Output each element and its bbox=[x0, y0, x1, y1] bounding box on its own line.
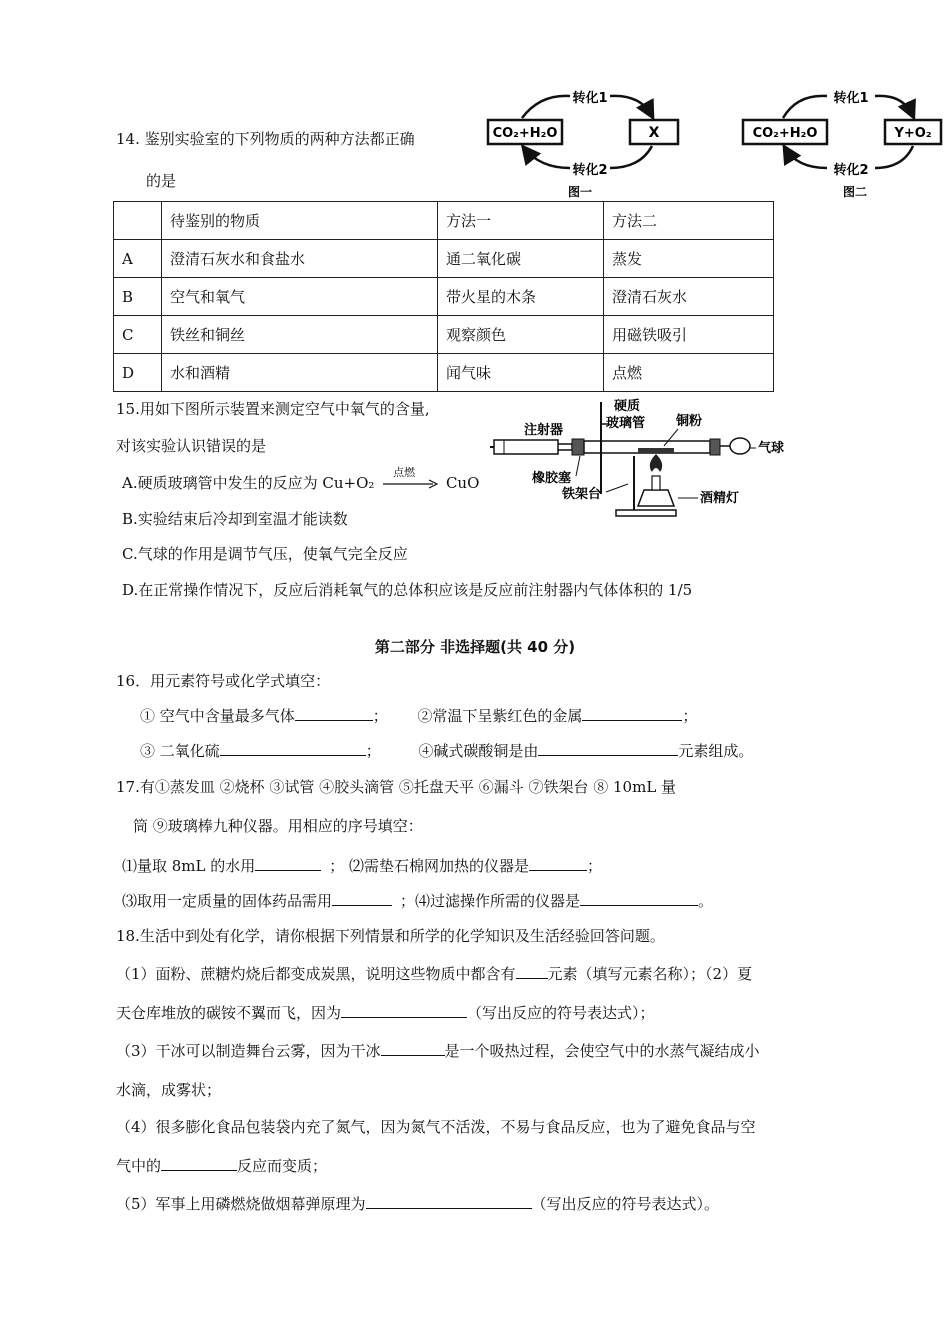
q18-blank4[interactable] bbox=[161, 1156, 237, 1171]
q17-line3 bbox=[122, 855, 602, 876]
diagram2-caption: 图二 bbox=[842, 185, 868, 199]
table-row bbox=[114, 278, 774, 316]
q15-option-d: D.在正常操作情况下，反应后消耗氧气的总体积应该是反应前注射器内气体体积的 1/5 bbox=[122, 581, 693, 599]
table-cell: 用磁铁吸引 bbox=[604, 316, 774, 354]
q18-line1 bbox=[116, 963, 752, 984]
q18-blank3[interactable] bbox=[381, 1041, 445, 1056]
q15-stem-line2: 对该实验认识错误的是 bbox=[116, 437, 267, 455]
table-header-row bbox=[114, 202, 774, 240]
diagram2-arc-top-right bbox=[875, 96, 913, 116]
label-glass-tube: 玻璃管 bbox=[606, 416, 646, 431]
table-header-cell bbox=[114, 202, 162, 240]
q18-line3 bbox=[116, 1040, 760, 1061]
q18-line5: （4）很多膨化食品包装袋内充了氮气，因为氮气不活泼，不易与食品反应，也为了避免食品与空 bbox=[116, 1118, 756, 1136]
q16-blank2[interactable] bbox=[582, 706, 682, 721]
q15-option-b: B.实验结束后冷却到室温才能读数 bbox=[122, 510, 348, 528]
q16-blank3[interactable] bbox=[220, 741, 366, 756]
stand-base bbox=[616, 510, 676, 516]
q18-s1a: （1）面粉、蔗糖灼烧后都变成炭黑，说明这些物质中都含有 bbox=[116, 965, 516, 983]
q15-option-c: C.气球的作用是调节气压，使氧气完全反应 bbox=[122, 545, 408, 563]
label-syringe: 注射器 bbox=[524, 423, 564, 438]
q18-s5b: （写出反应的符号表达式）。 bbox=[531, 1195, 720, 1213]
q16-blank4[interactable] bbox=[538, 741, 678, 756]
table-cell: 蒸发 bbox=[604, 240, 774, 278]
separator: ； bbox=[372, 707, 388, 725]
q18-s3b: 是一个吸热过程，会使空气中的水蒸气凝结成小 bbox=[444, 1042, 760, 1060]
copper-powder bbox=[638, 448, 674, 453]
q17-part4: ；⑷过滤操作所需的仪器是 bbox=[400, 892, 581, 910]
q15-option-a-text: A.硬质玻璃管中发生的反应为 Cu+O₂ bbox=[122, 474, 375, 492]
table-cell: 闻气味 bbox=[438, 354, 604, 392]
q18-line2 bbox=[116, 1002, 655, 1023]
q17-blank1[interactable] bbox=[255, 856, 321, 871]
q18-s4c: 反应而变质； bbox=[237, 1157, 328, 1175]
table-cell: 空气和氧气 bbox=[162, 278, 438, 316]
q18-blank1[interactable] bbox=[516, 964, 548, 979]
q18-line6 bbox=[116, 1155, 327, 1176]
table-cell: 带火星的木条 bbox=[438, 278, 604, 316]
q15-stem-line1: 15.用如下图所示装置来测定空气中氧气的含量, bbox=[116, 400, 430, 418]
q14-stem-line2: 的是 bbox=[146, 172, 177, 190]
q16-stem: 16．用元素符号或化学式填空： bbox=[116, 672, 331, 690]
q17-part3: ⑶取用一定质量的固体药品需用 bbox=[122, 892, 333, 910]
diagram1-arc-top-right bbox=[610, 96, 652, 116]
q16-item2: ②常温下呈紫红色的金属 bbox=[417, 707, 583, 725]
q18-line7 bbox=[116, 1193, 719, 1214]
diagram2-arc-top-left bbox=[783, 96, 827, 118]
diagram1-arc-bottom-left bbox=[524, 148, 570, 168]
q18-s5a: （5）军事上用磷燃烧做烟幕弹原理为 bbox=[116, 1195, 366, 1213]
label-stand: 铁架台 bbox=[562, 487, 602, 502]
table-cell: 铁丝和铜丝 bbox=[162, 316, 438, 354]
diagram1-top-label: 转化1 bbox=[572, 91, 608, 106]
alcohol-lamp bbox=[638, 490, 674, 506]
table-header-cell: 方法一 bbox=[438, 202, 604, 240]
table-header-cell: 方法二 bbox=[604, 202, 774, 240]
table-cell: 澄清石灰水 bbox=[604, 278, 774, 316]
diagram2-left-label: CO₂+H₂O bbox=[752, 126, 818, 141]
label-copper: 铜粉 bbox=[676, 414, 703, 429]
period: 。 bbox=[698, 892, 714, 910]
q18-s3a: （3）干冰可以制造舞台云雾，因为干冰 bbox=[116, 1042, 381, 1060]
q17-blank2[interactable] bbox=[529, 856, 587, 871]
q15-option-a-product: CuO bbox=[445, 474, 480, 492]
reaction-arrow bbox=[379, 466, 441, 492]
q16-line1 bbox=[140, 705, 697, 726]
label-stopper: 橡胶塞 bbox=[532, 471, 572, 486]
q16-item1: ① 空气中含量最多气体 bbox=[140, 707, 295, 725]
diagram2-arc-bottom-left bbox=[785, 148, 827, 168]
table-row bbox=[114, 354, 774, 392]
arrow-icon bbox=[379, 476, 441, 492]
diagram1-arc-bottom-right bbox=[610, 146, 652, 168]
q17-blank4[interactable] bbox=[580, 891, 698, 906]
table-cell: 澄清石灰水和食盐水 bbox=[162, 240, 438, 278]
separator: ； bbox=[682, 707, 698, 725]
q15-option-a bbox=[122, 466, 480, 493]
q16-item4: ④碱式碳酸铜是由 bbox=[418, 742, 539, 760]
diagram1-left-label: CO₂+H₂O bbox=[492, 126, 558, 141]
separator: ； bbox=[587, 857, 603, 875]
table-cell: A bbox=[114, 240, 162, 278]
table-cell: B bbox=[114, 278, 162, 316]
reaction-condition: 点燃 bbox=[393, 466, 416, 479]
diagram1-arc-top-left bbox=[522, 96, 570, 118]
table-cell: C bbox=[114, 316, 162, 354]
diagram-2 bbox=[735, 84, 945, 202]
label-lamp: 酒精灯 bbox=[700, 491, 740, 506]
q16-line2 bbox=[140, 740, 753, 761]
diagram2-right-label: Y+O₂ bbox=[894, 126, 932, 141]
q18-s1b: 元素（填写元素名称）；（2）夏 bbox=[547, 965, 753, 983]
table-cell: D bbox=[114, 354, 162, 392]
q16-item4-suffix: 元素组成。 bbox=[678, 742, 754, 760]
q18-stem: 18.生活中到处有化学，请你根据下列情景和所学的化学知识及生活经验回答问题。 bbox=[116, 927, 665, 945]
diagram2-arc-bottom-right bbox=[875, 146, 913, 168]
q18-blank5[interactable] bbox=[366, 1194, 532, 1209]
diagram1-right-label: X bbox=[648, 125, 660, 141]
stopper bbox=[572, 439, 584, 455]
label-hard: 硬质 bbox=[614, 399, 641, 414]
q17-blank3[interactable] bbox=[332, 891, 392, 906]
table-row bbox=[114, 316, 774, 354]
q14-stem-line1: 14. 鉴别实验室的下列物质的两种方法都正确 bbox=[116, 130, 415, 148]
table-cell: 水和酒精 bbox=[162, 354, 438, 392]
q18-s2a: 天仓库堆放的碳铵不翼而飞，因为 bbox=[116, 1004, 342, 1022]
table-cell: 通二氧化碳 bbox=[438, 240, 604, 278]
balloon-icon bbox=[730, 438, 750, 454]
q18-s2b: （写出反应的符号表达式）； bbox=[467, 1004, 655, 1022]
diagram1-bottom-label: 转化2 bbox=[572, 163, 608, 178]
table-row bbox=[114, 240, 774, 278]
q14-table bbox=[113, 201, 774, 392]
label-balloon: 气球 bbox=[758, 441, 785, 456]
diagram2-top-label: 转化1 bbox=[833, 91, 869, 106]
q17-line1: 17.有①蒸发皿 ②烧杯 ③试管 ④胶头滴管 ⑤托盘天平 ⑥漏斗 ⑦铁架台 ⑧ 10mL 量 bbox=[116, 778, 677, 796]
q17-line4 bbox=[122, 890, 713, 911]
q17-part2: ； ⑵需垫石棉网加热的仪器是 bbox=[329, 857, 530, 875]
table-cell: 观察颜色 bbox=[438, 316, 604, 354]
apparatus-diagram bbox=[488, 394, 798, 526]
diagram-1 bbox=[480, 84, 700, 202]
diagram1-caption: 图一 bbox=[567, 185, 593, 199]
table-cell: 点燃 bbox=[604, 354, 774, 392]
table-header-cell: 待鉴别的物质 bbox=[162, 202, 438, 240]
separator: ； bbox=[365, 742, 381, 760]
q16-blank1[interactable] bbox=[295, 706, 373, 721]
q18-line4: 水滴，成雾状； bbox=[116, 1081, 222, 1099]
q18-blank2[interactable] bbox=[341, 1003, 467, 1018]
diagram2-bottom-label: 转化2 bbox=[833, 163, 869, 178]
part2-heading: 第二部分 非选择题(共 40 分) bbox=[374, 638, 576, 656]
q17-part1: ⑴量取 8mL 的水用 bbox=[122, 857, 256, 875]
q16-item3: ③ 二氧化硫 bbox=[140, 742, 220, 760]
q17-line2: 筒 ⑨玻璃棒九种仪器。用相应的序号填空： bbox=[133, 817, 423, 835]
q18-s4b: 气中的 bbox=[116, 1157, 162, 1175]
